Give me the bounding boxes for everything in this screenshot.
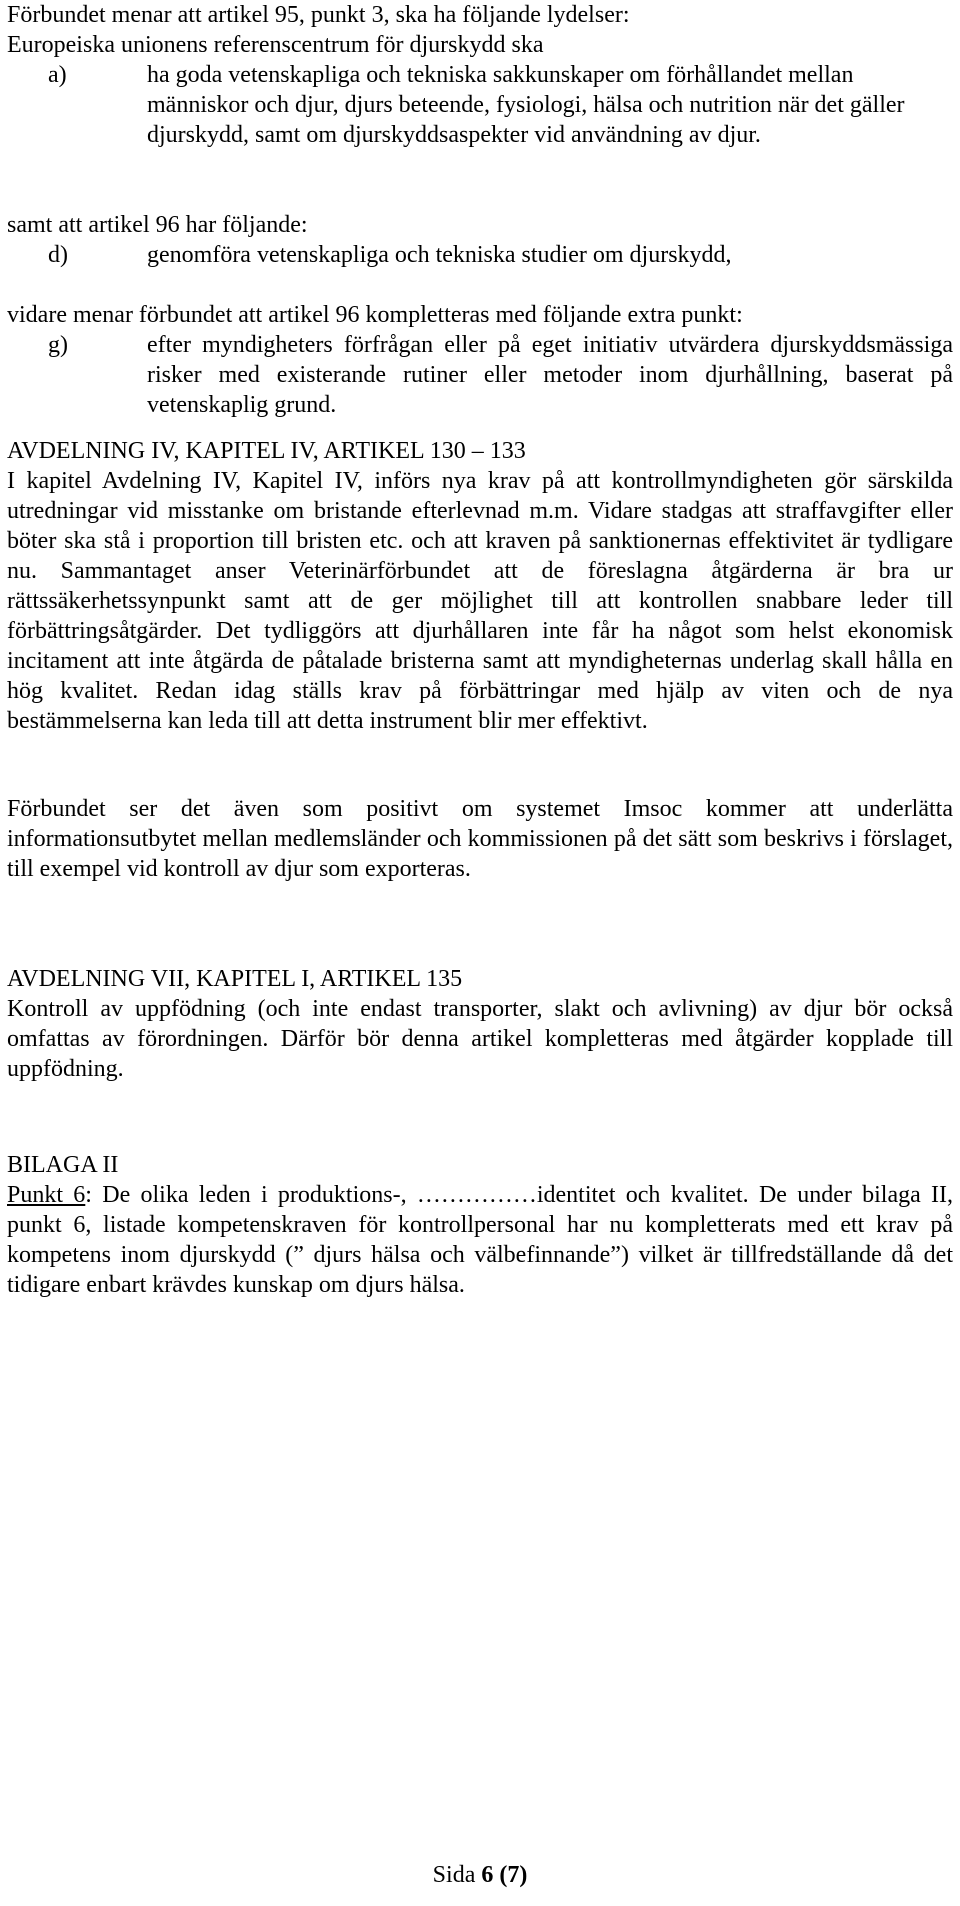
intro-article-96: samt att artikel 96 har följande:	[7, 212, 308, 238]
page-total: (7)	[499, 1862, 528, 1888]
paragraph-avdelning-vii: Kontroll av uppfödning (och inte endast transporter, slakt och avlivning) av djur bör också omfattas av förordningen. Därför bör denna artikel kompletteras med åtgärder kopplade till uppfödning.	[7, 996, 953, 1082]
section-heading-avdelning-iv: AVDELNING IV, KAPITEL IV, ARTIKEL 130 – 133	[7, 438, 526, 464]
intro-article-96-extra: vidare menar förbundet att artikel 96 kompletteras med följande extra punkt:	[7, 302, 743, 328]
punkt-label: Punkt 6	[7, 1182, 86, 1208]
paragraph-imsoc: Förbundet ser det även som positivt om systemet Imsoc kommer att underlätta informationsutbytet mellan medlemsländer och kommissionen på det sätt som beskrivs i förslaget, till exempel vid kontroll av djur som exporteras.	[7, 796, 953, 882]
list-item-text: ha goda vetenskapliga och tekniska sakkunskaper om förhållandet mellan människor och djur, djurs beteende, fysiologi, hälsa och nutrition när det gäller djurskydd, samt om djurskyddsaspekter vid användning av djur.	[147, 62, 905, 148]
paragraph-bilaga-ii	[7, 1180, 953, 1300]
page-number-prefix: Sida	[432, 1862, 482, 1888]
list-item-text: genomföra vetenskapliga och tekniska studier om djurskydd,	[147, 242, 732, 268]
intro-article-95: Förbundet menar att artikel 95, punkt 3, ska ha följande lydelser:	[7, 2, 630, 28]
list-item-a	[7, 60, 953, 180]
list-item-label: a)	[48, 62, 67, 88]
list-item-label: d)	[48, 242, 68, 268]
section-heading-bilaga-ii: BILAGA II	[7, 1152, 119, 1178]
page-number: 6	[481, 1862, 494, 1888]
section-heading-avdelning-vii: AVDELNING VII, KAPITEL I, ARTIKEL 135	[7, 966, 463, 992]
punkt-text: : De olika leden i produktions-, ……………identitet och kvalitet. De under bilaga II, punkt 6, listade kompetenskraven för kontrollpersonal har nu kompletterats med ett krav på kompetens inom djurskydd (” djurs hälsa och välbefinnande”) vilket är tillfredställande då det tidigare enbart krävdes kunskap om djurs hälsa.	[7, 1182, 954, 1298]
list-item-text: efter myndigheters förfrågan eller på eget initiativ utvärdera djurskyddsmässiga risker med existerande rutiner eller metoder inom djurhållning, baserat på vetenskaplig grund.	[147, 332, 953, 418]
list-item-d	[7, 240, 953, 270]
list-item-g	[7, 330, 953, 420]
reference-centre-line: Europeiska unionens referenscentrum för djurskydd ska	[7, 32, 544, 58]
list-item-label: g)	[48, 332, 68, 358]
page-footer	[0, 1860, 960, 1890]
paragraph-avdelning-iv: I kapitel Avdelning IV, Kapitel IV, införs nya krav på att kontrollmyndigheten gör särskilda utredningar vid misstanke om bristande efterlevnad m.m. Vidare stadgas att straffavgifter eller böter ska stå i proportion till bristen etc. och att kraven på sanktionernas effektivitet är tydligare nu. Sammantaget anser Veterinärförbundet att de föreslagna åtgärderna är bra ur rättssäkerhetssynpunkt samt att de ger möjlighet till att kontrollen snabbare leder till förbättringsåtgärder. Det tydliggörs att djurhållaren inte får ha något som helst ekonomisk incitament att inte åtgärda de påtalade bristerna samt att myndigheternas underlag skall hålla en hög kvalitet. Redan idag ställs krav på förbättringar med hjälp av viten och de nya bestämmelserna kan leda till att detta instrument blir mer effektivt.	[7, 468, 953, 734]
